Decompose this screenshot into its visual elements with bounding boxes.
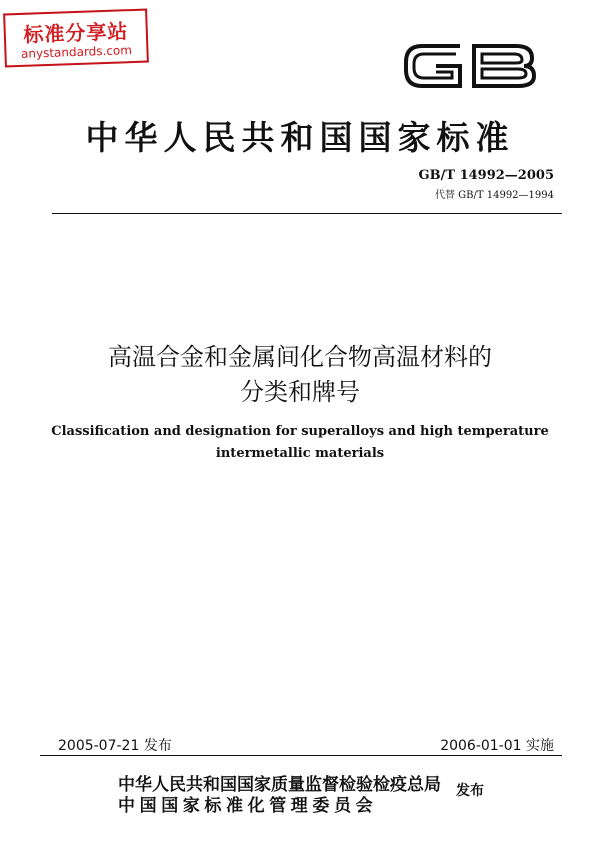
issuer-line1: 中华人民共和国国家质量监督检验检疫总局 [118,775,441,795]
document-title-cn-line2: 分类和牌号 [240,378,360,406]
issuer-line2: 中国国家标准化管理委员会 [118,796,378,816]
watermark-stamp [3,9,149,68]
footer-divider [40,755,562,756]
gb-logo [400,38,540,94]
document-title-cn-line1: 高温合金和金属间化合物高温材料的 [108,343,492,371]
issued-label: 发布 [456,783,484,799]
document-title-en-line1: Classification and designation for superalloys and high temperature [51,424,549,439]
implementation-date: 2006-01-01 实施 [440,738,554,754]
standard-category-title: 中华人民共和国国家标准 [85,118,515,157]
replaces-standard: 代替 GB/T 14992—1994 [435,190,554,201]
document-title-en-line2: intermetallic materials [215,446,385,461]
issue-date: 2005-07-21 发布 [58,738,172,754]
watermark-url: anystandards.com [20,43,133,61]
standard-number: GB/T 14992—2005 [418,168,554,183]
watermark-text: 标准分享站 [22,19,129,47]
header-divider [52,213,562,214]
